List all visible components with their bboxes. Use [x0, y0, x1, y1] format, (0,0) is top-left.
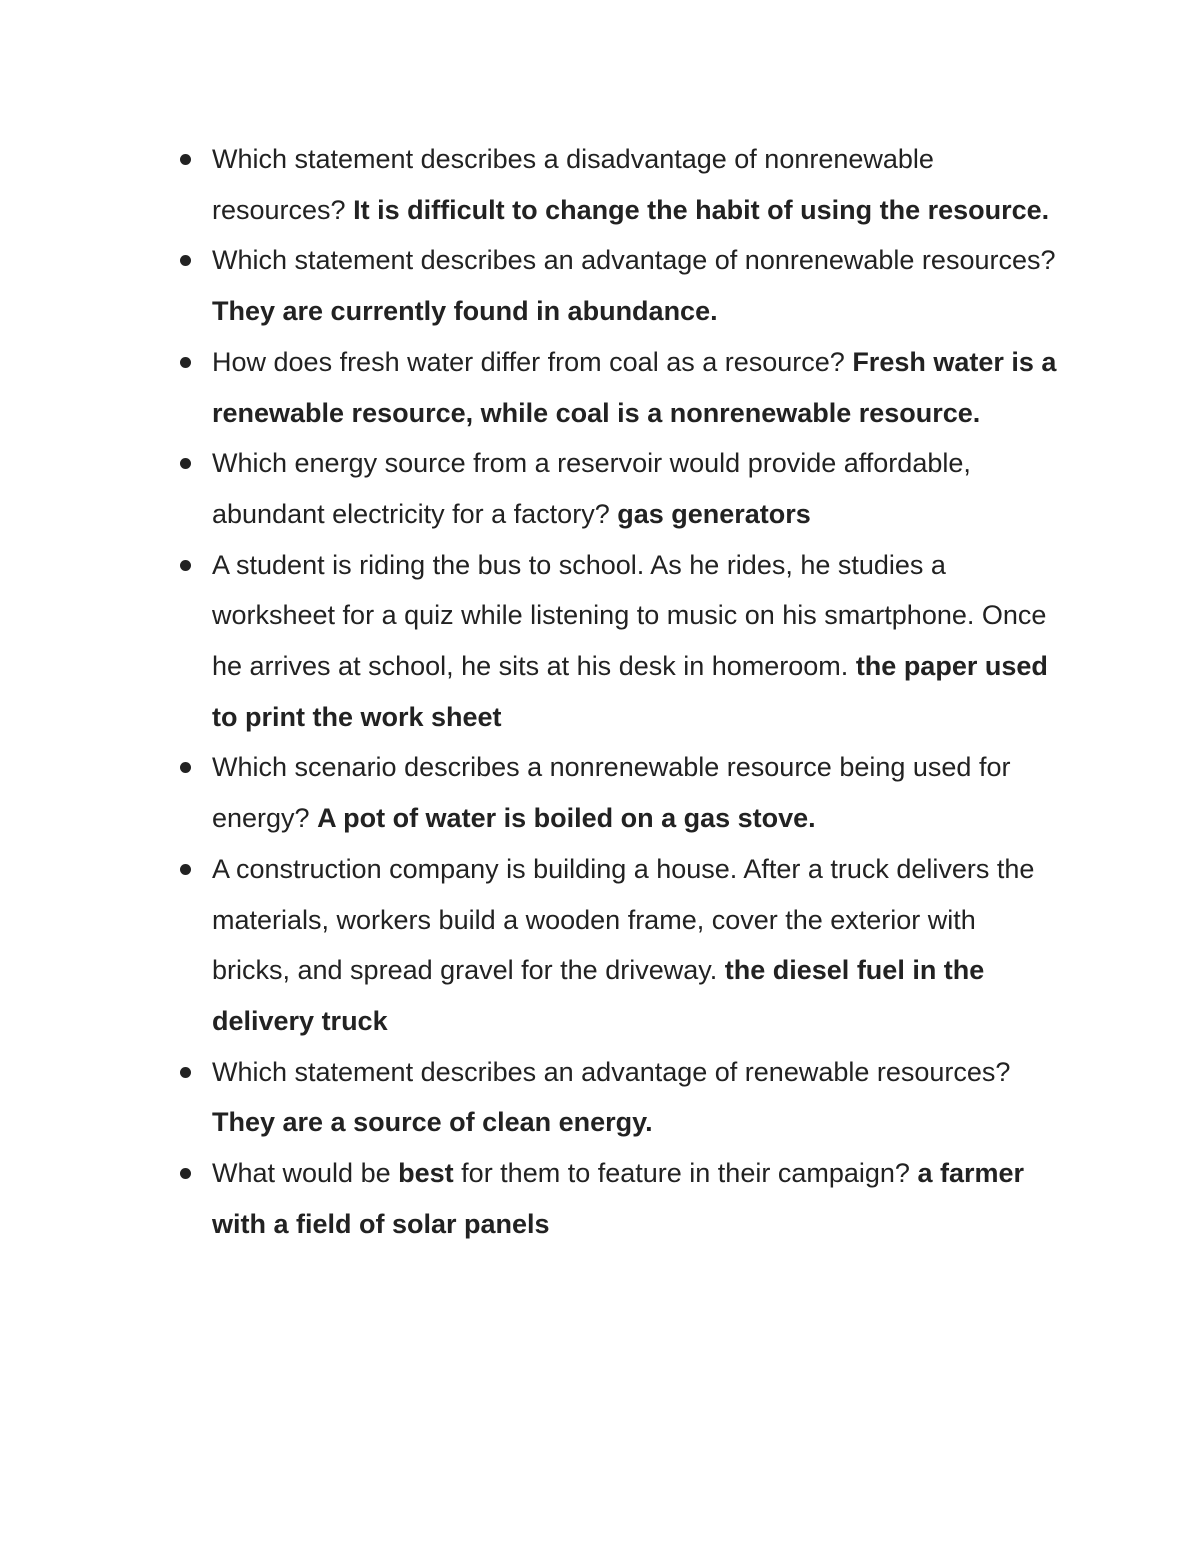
bullet-icon — [180, 154, 191, 165]
list-item — [175, 134, 1060, 235]
question-text: Which energy source from a reservoir would provide affordable, abundant electricity for a factory? — [212, 448, 971, 529]
answer-text: a farmer with a field of solar panels — [212, 1158, 1025, 1239]
question-text: A construction company is building a house. After a truck delivers the materials, workers build a wooden frame, cover the exterior with bricks, and spread gravel for the driveway. — [212, 853, 1035, 986]
bullet-icon — [180, 357, 191, 368]
answer-text: A pot of water is boiled on a gas stove. — [317, 803, 816, 834]
list-item — [175, 235, 1060, 336]
answer-text: It is difficult to change the habit of using the resource. — [353, 194, 1050, 225]
question-text-after: for them to feature in their campaign? — [461, 1158, 910, 1189]
answer-text: They are a source of clean energy. — [212, 1107, 653, 1138]
question-text: How does fresh water differ from coal as a resource? — [212, 346, 845, 377]
list-item — [175, 844, 1060, 1047]
list-item — [175, 438, 1060, 539]
bullet-icon — [180, 1067, 191, 1078]
question-text-before: What would be — [212, 1158, 391, 1189]
bullet-icon — [180, 458, 191, 469]
question-text: Which scenario describes a nonrenewable resource being used for energy? — [212, 752, 1011, 834]
bullet-icon — [180, 255, 191, 266]
answer-text: gas generators — [617, 498, 811, 529]
question-text: A student is riding the bus to school. As he rides, he studies a worksheet for a quiz while listening to music on his smartphone. Once he arrives at school, he sits at his desk in homeroom. — [212, 549, 1047, 682]
question-text: Which statement describes a disadvantage of nonrenewable resources? — [212, 144, 934, 225]
list-item — [175, 742, 1060, 843]
answer-text: They are currently found in abundance. — [212, 296, 718, 327]
question-emphasis: best — [398, 1158, 454, 1189]
list-item — [175, 1148, 1060, 1249]
question-text: Which statement describes an advantage of renewable resources? — [212, 1056, 1011, 1087]
answer-text: the paper used to print the work sheet — [212, 651, 1048, 732]
list-item — [175, 540, 1060, 743]
bullet-icon — [180, 1168, 191, 1179]
list-item — [175, 1047, 1060, 1148]
bullet-icon — [180, 864, 191, 875]
bullet-icon — [180, 762, 191, 773]
question-text: Which statement describes an advantage of nonrenewable resources? — [212, 245, 1056, 276]
answer-text: the diesel fuel in the delivery truck — [212, 955, 985, 1036]
question-answer-list — [175, 134, 1060, 1249]
bullet-icon — [180, 560, 191, 571]
list-item — [175, 337, 1060, 438]
answer-text: Fresh water is a renewable resource, while coal is a nonrenewable resource. — [212, 346, 1057, 428]
